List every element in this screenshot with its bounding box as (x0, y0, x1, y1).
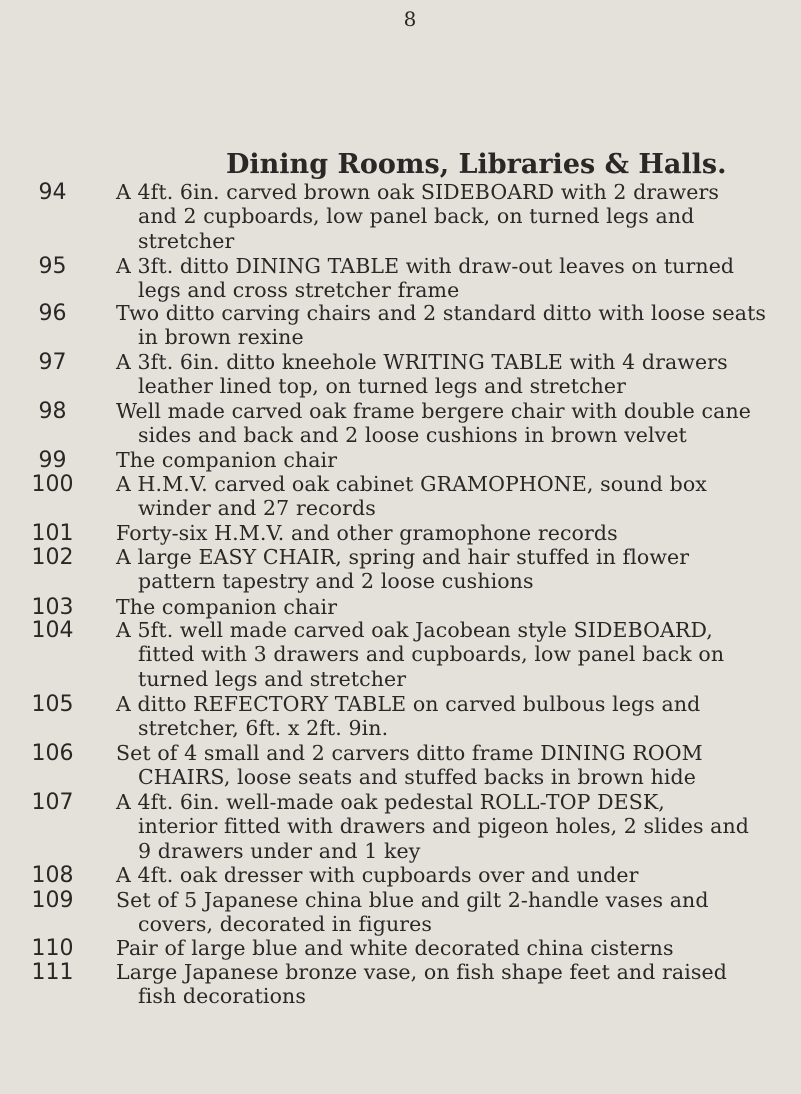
lot-description-line: A H.M.V. carved oak cabinet GRAMOPHONE, sound box (116, 472, 707, 496)
lot-description-line: covers, decorated in figures (138, 912, 432, 937)
lot-description-line: fitted with 3 drawers and cupboards, low panel back on (138, 642, 725, 667)
lot-description-line: winder and 27 records (138, 496, 376, 521)
lot-description-line: turned legs and stretcher (138, 666, 407, 691)
lot-description-line: A ditto REFECTORY TABLE on carved bulbous legs and (116, 692, 701, 716)
section-heading: Dining Rooms, Libraries & Halls. (226, 149, 727, 180)
lot-description-line: Forty-six H.M.V. and other gramophone records (116, 521, 618, 545)
lot-description-line: stretcher, 6ft. x 2ft. 9in. (138, 716, 389, 741)
lot-description-line: leather lined top, on turned legs and stretcher (138, 374, 627, 399)
lot-number: 102 (31, 545, 74, 570)
lot-description-line: A large EASY CHAIR, spring and hair stuffed in flower (116, 545, 690, 569)
lot-number: 111 (31, 960, 74, 985)
lot-description-line: pattern tapestry and 2 loose cushions (138, 569, 534, 594)
lot-description-line: sides and back and 2 loose cushions in brown velvet (138, 423, 687, 448)
lot-description-line: fish decorations (138, 984, 306, 1009)
lot-number: 108 (31, 863, 74, 888)
lot-description-line: Large Japanese bronze vase, on fish shape feet and raised (116, 960, 727, 984)
lot-number: 98 (38, 399, 67, 424)
lot-description-line: stretcher (138, 228, 235, 253)
lot-description-line: The companion chair (116, 595, 338, 619)
lot-number: 96 (38, 301, 67, 326)
lot-number: 97 (38, 350, 67, 375)
page-number: 8 (403, 7, 417, 31)
lot-description-line: 9 drawers under and 1 key (138, 838, 421, 863)
lot-description-line: A 3ft. 6in. ditto kneehole WRITING TABLE with 4 drawers (116, 350, 728, 374)
lot-description-line: legs and cross stretcher frame (138, 278, 460, 303)
lot-number: 106 (31, 741, 74, 766)
lot-number: 101 (31, 521, 74, 546)
lot-description-line: interior fitted with drawers and pigeon holes, 2 slides and (138, 814, 750, 839)
lot-number: 100 (31, 472, 74, 497)
lot-description-line: A 5ft. well made carved oak Jacobean style SIDEBOARD, (116, 618, 713, 642)
lot-description-line: A 4ft. 6in. carved brown oak SIDEBOARD with 2 drawers (116, 180, 719, 204)
lot-number: 95 (38, 254, 67, 279)
lot-description-line: A 3ft. ditto DINING TABLE with draw-out leaves on turned (116, 254, 735, 278)
lot-number: 105 (31, 692, 74, 717)
lot-number: 99 (38, 448, 67, 473)
lot-description-line: Pair of large blue and white decorated china cisterns (116, 936, 674, 960)
lot-number: 104 (31, 618, 74, 643)
lot-number: 107 (31, 790, 74, 815)
lot-description-line: CHAIRS, loose seats and stuffed backs in brown hide (138, 765, 696, 790)
lot-description-line: The companion chair (116, 448, 338, 472)
lot-description-line: and 2 cupboards, low panel back, on turned legs and (138, 204, 695, 229)
lot-description-line: Well made carved oak frame bergere chair with double cane (116, 399, 751, 423)
lot-description-line: in brown rexine (138, 325, 304, 350)
lot-description-line: Two ditto carving chairs and 2 standard ditto with loose seats (116, 301, 767, 325)
lot-description-line: A 4ft. 6in. well-made oak pedestal ROLL-TOP DESK, (116, 790, 665, 814)
lot-description-line: Set of 5 Japanese china blue and gilt 2-handle vases and (116, 888, 709, 912)
lot-number: 110 (31, 936, 74, 961)
lot-number: 94 (38, 180, 67, 205)
lot-number: 103 (31, 595, 74, 620)
lot-number: 109 (31, 888, 74, 913)
lot-description-line: A 4ft. oak dresser with cupboards over and under (116, 863, 639, 887)
lot-description-line: Set of 4 small and 2 carvers ditto frame DINING ROOM (116, 741, 703, 765)
